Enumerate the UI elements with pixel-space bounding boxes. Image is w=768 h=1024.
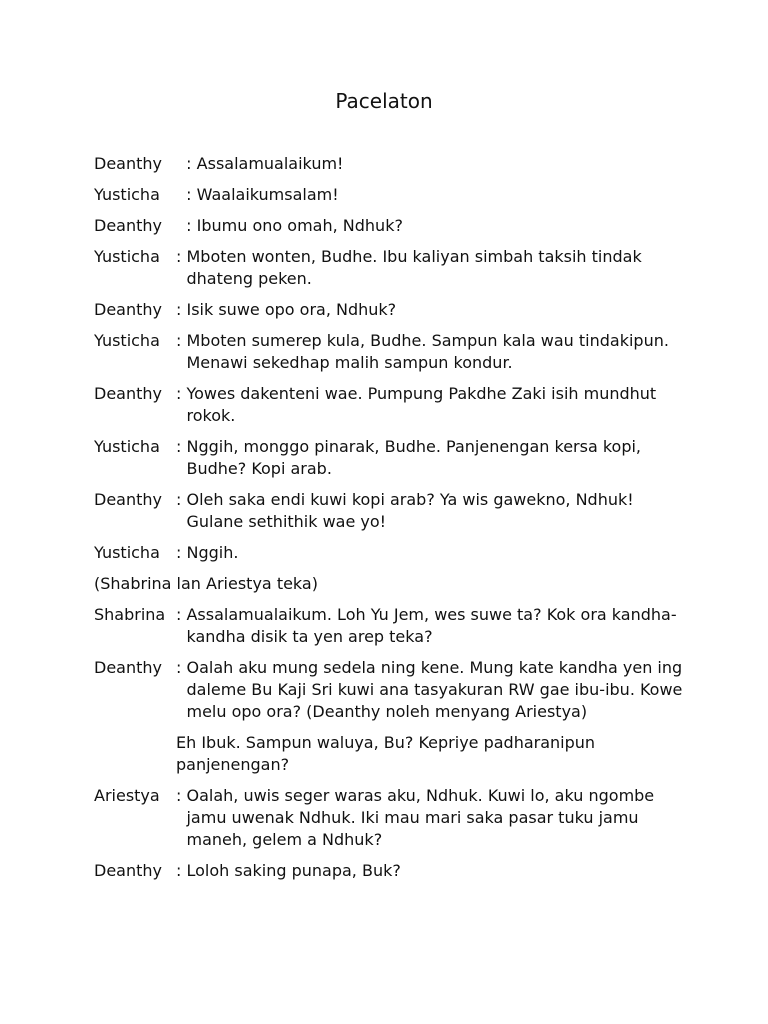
separator: : <box>176 543 187 562</box>
dialogue-line <box>94 215 694 237</box>
dialogue-line <box>94 184 694 206</box>
separator: : <box>176 786 187 805</box>
dialogue-line <box>94 542 694 564</box>
speaker-name: Deanthy <box>94 861 162 880</box>
separator: : <box>176 384 187 403</box>
dialogue-line <box>94 604 694 648</box>
line-text: Mboten wonten, Budhe. Ibu kaliyan simbah taksih tindak dhateng peken. <box>186 247 642 288</box>
separator: : <box>176 861 187 880</box>
separator: : <box>176 437 187 456</box>
separator: : <box>176 300 187 319</box>
page-title: Pacelaton <box>335 89 433 113</box>
speaker-name: Shabrina <box>94 605 166 624</box>
line-text: Oleh saka endi kuwi kopi arab? Ya wis gawekno, Ndhuk! Gulane sethithik wae yo! <box>186 490 634 531</box>
line-text: Nggih. <box>186 543 239 562</box>
line-text: Oalah aku mung sedela ning kene. Mung kate kandha yen ing daleme Bu Kaji Sri kuwi ana tasyakuran RW gae ibu-ibu. Kowe melu opo ora? (Deanthy noleh menyang Ariestya) <box>186 658 683 721</box>
speaker-name: Deanthy <box>94 216 162 235</box>
separator: : <box>176 490 187 509</box>
speaker-name: Ariestya <box>94 786 160 805</box>
separator: : <box>176 658 187 677</box>
line-text: Nggih, monggo pinarak, Budhe. Panjenengan kersa kopi, Budhe? Kopi arab. <box>186 437 642 478</box>
line-text: Assalamualaikum. Loh Yu Jem, wes suwe ta? Kok ora kandha-kandha disik ta yen arep teka? <box>186 605 677 646</box>
line-text: Ibumu ono omah, Ndhuk? <box>196 216 403 235</box>
line-text: Isik suwe opo ora, Ndhuk? <box>186 300 397 319</box>
dialogue <box>94 153 694 891</box>
line-text: Eh Ibuk. Sampun waluya, Bu? Kepriye padharanipun panjenengan? <box>176 733 596 774</box>
separator: : <box>176 154 197 173</box>
dialogue-line <box>94 246 694 290</box>
dialogue-line <box>94 489 694 533</box>
speaker-name: Yusticha <box>94 437 160 456</box>
speaker-name: Deanthy <box>94 384 162 403</box>
dialogue-continuation <box>94 732 694 776</box>
speaker-name: Yusticha <box>94 331 160 350</box>
line-text: Assalamualaikum! <box>196 154 344 173</box>
line-text: Oalah, uwis seger waras aku, Ndhuk. Kuwi lo, aku ngombe jamu uwenak Ndhuk. Iki mau mari saka pasar tuku jamu maneh, gelem a Ndhuk? <box>186 786 655 849</box>
speaker-name: Deanthy <box>94 300 162 319</box>
separator: : <box>176 331 187 350</box>
stage-direction: (Shabrina lan Ariestya teka) <box>94 574 318 593</box>
line-text: Yowes dakenteni wae. Pumpung Pakdhe Zaki isih mundhut rokok. <box>186 384 657 425</box>
speaker-name: Deanthy <box>94 154 162 173</box>
speaker-name: Yusticha <box>94 185 160 204</box>
separator: : <box>176 605 187 624</box>
speaker-name: Deanthy <box>94 658 162 677</box>
separator: : <box>176 247 187 266</box>
line-text: Waalaikumsalam! <box>196 185 339 204</box>
speaker-name: Deanthy <box>94 490 162 509</box>
dialogue-line <box>94 383 694 427</box>
line-text: Loloh saking punapa, Buk? <box>186 861 401 880</box>
line-text: Mboten sumerep kula, Budhe. Sampun kala wau tindakipun. Menawi sekedhap malih sampun kondur. <box>186 331 669 372</box>
dialogue-line <box>94 436 694 480</box>
dialogue-line <box>94 657 694 723</box>
dialogue-line <box>94 153 694 175</box>
dialogue-line <box>94 330 694 374</box>
separator: : <box>176 216 197 235</box>
dialogue-line <box>94 785 694 851</box>
dialogue-line <box>94 860 694 882</box>
speaker-name: Yusticha <box>94 247 160 266</box>
speaker-name: Yusticha <box>94 543 160 562</box>
dialogue-line <box>94 299 694 321</box>
separator: : <box>176 185 197 204</box>
